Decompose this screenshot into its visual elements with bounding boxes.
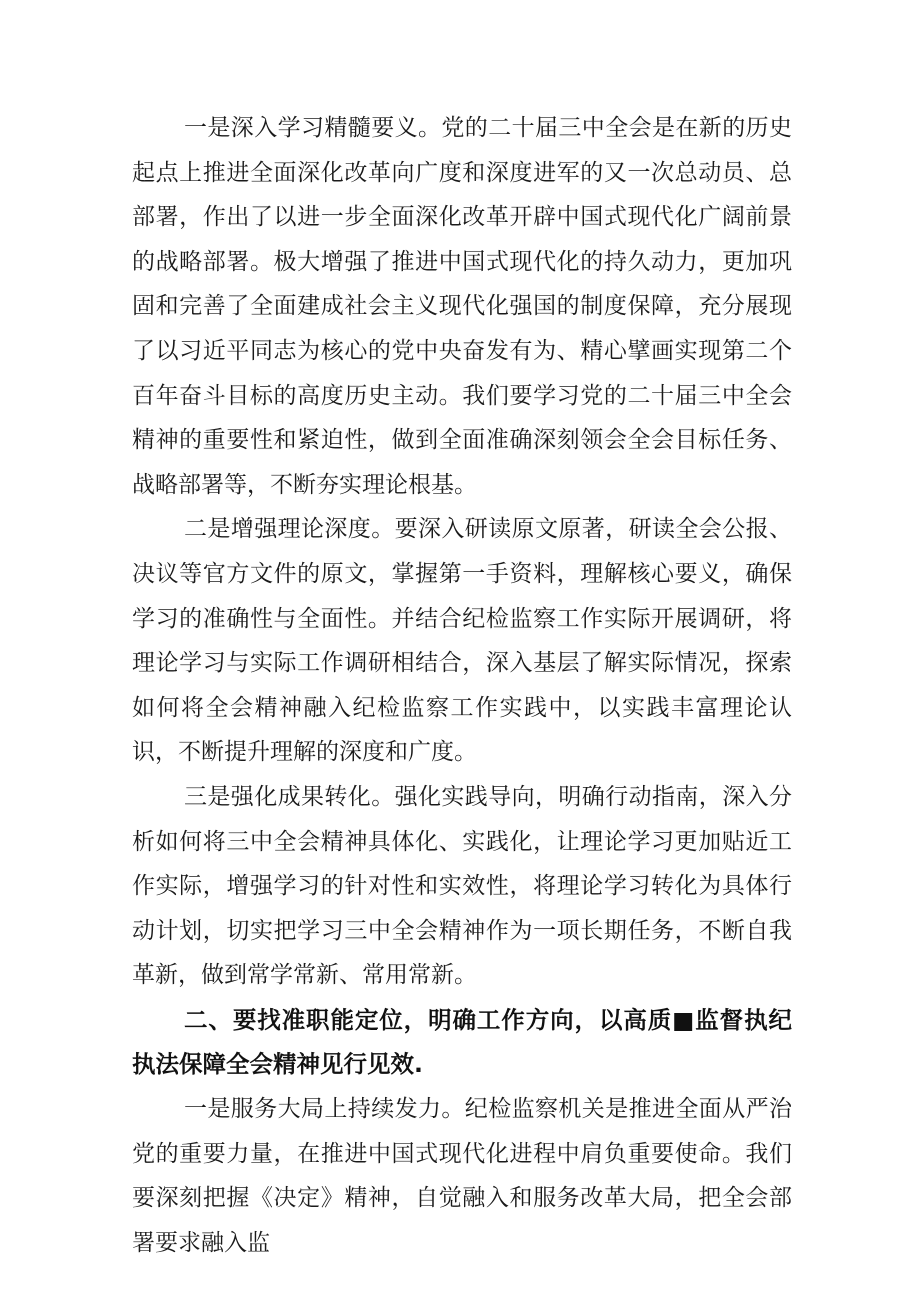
section-heading-2: 二、要找准职能定位，明确工作方向，以高质■监督执纪执法保障全会精神见行见效. xyxy=(132,1005,792,1079)
paragraph-serve-overall: 一是服务大局上持续发力。纪检监察机关是推进全面从严治党的重要力量，在推进中国式现代化进程中肩负重要使命。我们要深刻把握《决定》精神，自觉融入和服务改革大局，把全会部署要求融入监 xyxy=(132,1096,792,1256)
paragraph-results-transformation: 三是强化成果转化。强化实践导向，明确行动指南，深入分析如何将三中全会精神具体化、实践化，让理论学习更加贴近工作实际，增强学习的针对性和实效性，将理论学习转化为具体行动计划，切实把学习三中全会精神作为一项长期任务，不断自我革新，做到常学常新、常用常新。 xyxy=(132,783,792,989)
paragraph-theory-depth: 二是增强理论深度。要深入研读原文原著，研读全会公报、决议等官方文件的原文，掌握第一手资料，理解核心要义，确保学习的准确性与全面性。并结合纪检监察工作实际开展调研，将理论学习与实际工作调研相结合，深入基层了解实际情况，探索如何将全会精神融入纪检监察工作实践中，以实践丰富理论认识，不断提升理解的深度和广度。 xyxy=(132,516,792,766)
document-body xyxy=(132,106,792,1265)
paragraph-study-essence: 一是深入学习精髓要义。党的二十届三中全会是在新的历史起点上推进全面深化改革向广度和深度进军的又一次总动员、总部署，作出了以进一步全面深化改革开辟中国式现代化广阔前景的战略部署。极大增强了推进中国式现代化的持久动力，更加巩固和完善了全面建成社会主义现代化强国的制度保障，充分展现了以习近平同志为核心的党中央奋发有为、精心擘画实现第二个百年奋斗目标的高度历史主动。我们要学习党的二十届三中全会精神的重要性和紧迫性，做到全面准确深刻领会全会目标任务、战略部署等，不断夯实理论根基。 xyxy=(132,115,792,498)
